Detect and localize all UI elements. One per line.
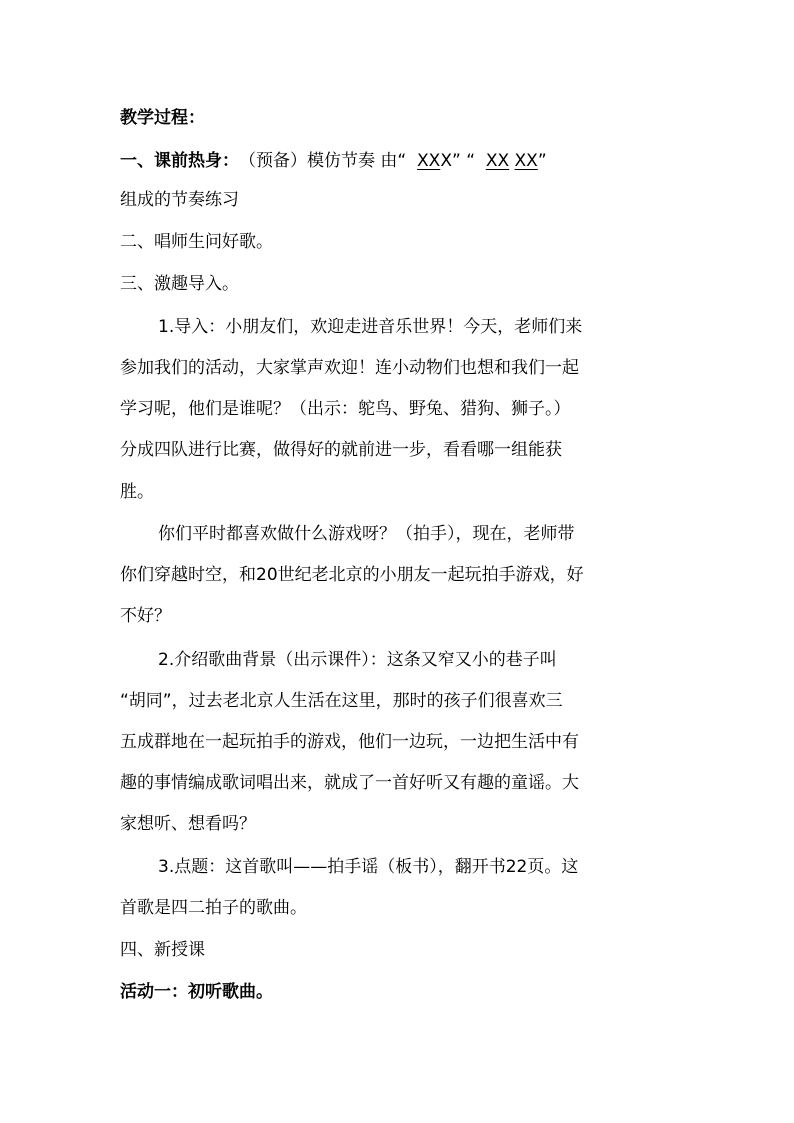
paragraph-1-line: 分成四队进行比赛，做得好的就前进一步，看看哪一组能获	[120, 440, 562, 460]
warmup-continuation: 组成的节奏练习	[120, 190, 239, 210]
paragraph-1-line: 参加我们的活动，大家掌声欢迎！连小动物们也想和我们一起	[120, 358, 579, 378]
section-heading: 教学过程：	[120, 108, 205, 128]
warmup-line	[120, 149, 680, 173]
paragraph-3-line: 五成群地在一起玩拍手的游戏，他们一边玩，一边把生活中有	[120, 732, 579, 752]
section-4: 四、新授课	[120, 940, 205, 960]
rhythm-2-underlined-a: XX	[485, 151, 510, 171]
quote-middle: ” “	[451, 151, 476, 171]
activity-1-heading: 活动一：初听歌曲。	[120, 982, 273, 1002]
paragraph-2-line: 你们平时都喜欢做什么游戏呀？（拍手），现在，老师带	[158, 524, 575, 544]
paragraph-3-line: “胡同”，过去老北京人生活在这里，那时的孩子们很喜欢三	[120, 691, 563, 711]
section-2: 二、唱师生问好歌。	[120, 232, 273, 252]
paragraph-2-line: 你们穿越时空，和20世纪老北京的小朋友一起玩拍手游戏，好	[120, 565, 584, 585]
paragraph-1-line: 胜。	[120, 482, 154, 502]
paragraph-1-line: 1.导入：小朋友们，欢迎走进音乐世界！今天，老师们来	[158, 317, 583, 337]
rhythm-1-rest: X	[440, 151, 452, 171]
paragraph-3-line: 2.介绍歌曲背景（出示课件）：这条又窄又小的巷子叫	[158, 650, 557, 670]
paragraph-4-line: 首歌是四二拍子的歌曲。	[120, 898, 307, 918]
paragraph-3-line: 趣的事情编成歌词唱出来，就成了一首好听又有趣的童谣。大	[120, 773, 579, 793]
paragraph-1-line: 学习呢，他们是谁呢？（出示：鸵鸟、野兔、猎狗、狮子。）	[120, 399, 571, 419]
paragraph-2-line: 不好？	[120, 606, 171, 626]
warmup-text: （预备）模仿节奏 由“	[239, 151, 407, 171]
paragraph-3-line: 家想听、想看吗？	[120, 814, 256, 834]
quote-end: ”	[537, 151, 547, 171]
rhythm-2-underlined-b: XX	[514, 151, 538, 171]
paragraph-4-line: 3.点题：这首歌叫——拍手谣（板书），翻开书22页。这	[158, 857, 579, 877]
section-3: 三、激趣导入。	[120, 274, 239, 294]
rhythm-1-underlined: XX	[417, 151, 441, 171]
warmup-title: 一、课前热身：	[120, 151, 239, 171]
